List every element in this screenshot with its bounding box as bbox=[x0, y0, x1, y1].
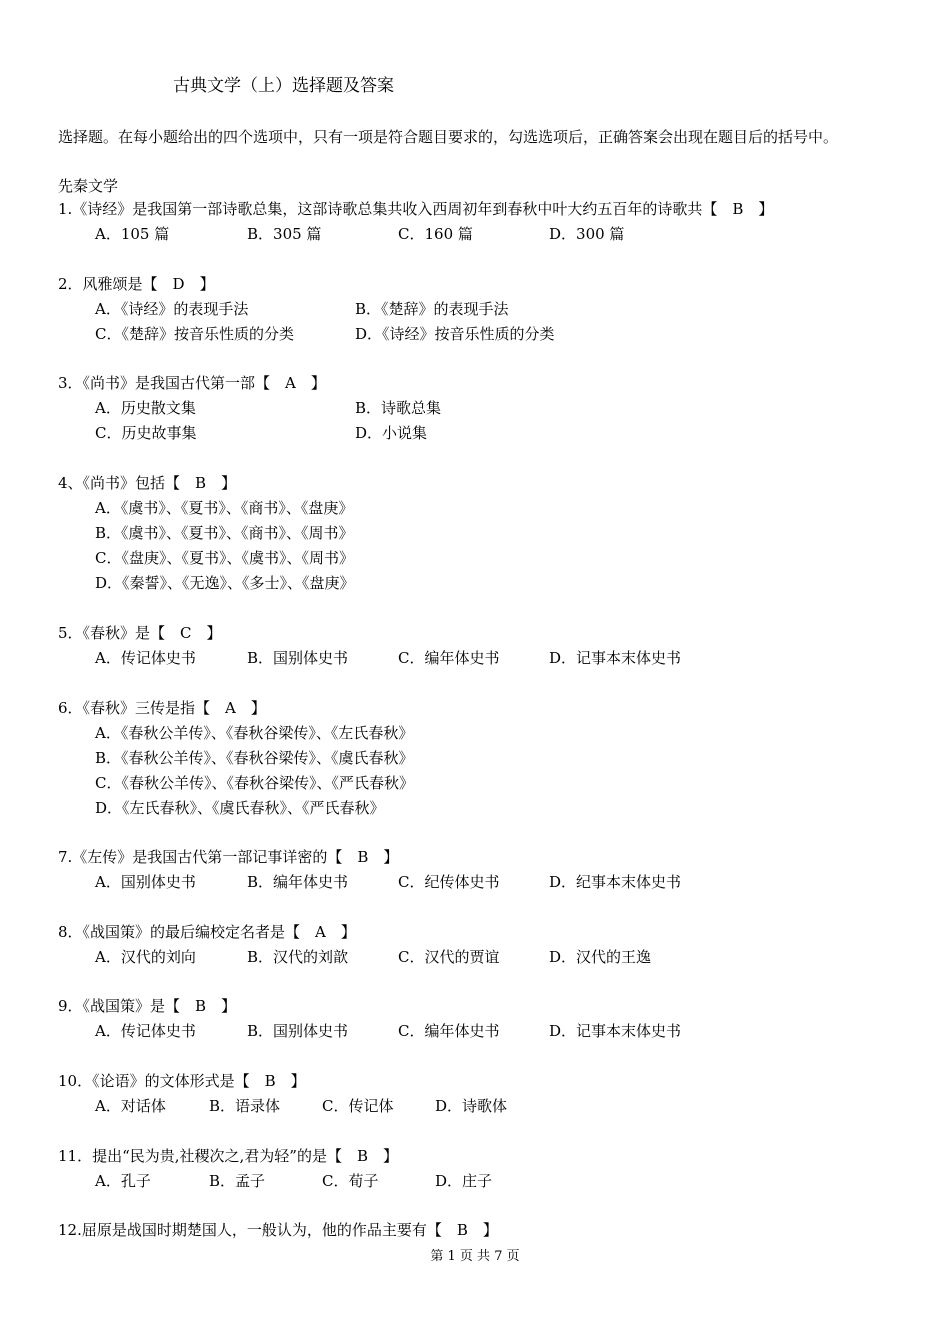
option-row bbox=[58, 796, 908, 821]
answer-option[interactable]: B．《楚辞》的表现手法 bbox=[355, 300, 509, 318]
question-item bbox=[58, 920, 908, 970]
question-item bbox=[58, 371, 908, 446]
answer-option[interactable]: D．《诗经》按音乐性质的分类 bbox=[355, 325, 555, 343]
answer-option[interactable]: C．荀子 bbox=[322, 1172, 379, 1190]
answer-option[interactable]: B．国别体史书 bbox=[247, 649, 349, 667]
question-item bbox=[58, 272, 908, 347]
question-stem: 8．《战国策》的最后编校定名者是【 A 】 bbox=[58, 923, 356, 941]
option-row bbox=[58, 1094, 908, 1119]
answer-option[interactable]: B．诗歌总集 bbox=[355, 399, 442, 417]
option-row bbox=[58, 1169, 908, 1194]
question-item bbox=[58, 1069, 908, 1119]
option-row bbox=[58, 297, 908, 322]
answer-option[interactable]: C．编年体史书 bbox=[398, 1022, 500, 1040]
answer-option[interactable]: A．历史散文集 bbox=[95, 399, 196, 417]
answer-option[interactable]: D．300 篇 bbox=[549, 225, 625, 243]
answer-option[interactable]: C．传记体 bbox=[322, 1097, 394, 1115]
answer-option[interactable]: D．小说集 bbox=[355, 424, 428, 442]
option-row bbox=[58, 222, 908, 247]
answer-option[interactable]: B．孟子 bbox=[209, 1172, 266, 1190]
answer-option[interactable]: C．160 篇 bbox=[398, 225, 473, 243]
question-item bbox=[58, 621, 908, 671]
question-stem: 3．《尚书》是我国古代第一部【 A 】 bbox=[58, 374, 326, 392]
answer-option[interactable]: C．历史故事集 bbox=[95, 424, 197, 442]
answer-option[interactable]: C．《春秋公羊传》、《春秋谷梁传》、《严氏春秋》 bbox=[95, 774, 414, 792]
question-stem: 4、《尚书》包括【 B 】 bbox=[58, 474, 237, 492]
question-item bbox=[58, 1218, 908, 1243]
instructions-paragraph: 选择题。在每小题给出的四个选项中，只有一项是符合题目要求的，勾选选项后，正确答案会出现在题目后的括号中。 bbox=[58, 128, 839, 146]
document-title: 古典文学（上）选择题及答案 bbox=[173, 76, 394, 96]
answer-option[interactable]: B．汉代的刘歆 bbox=[247, 948, 349, 966]
question-stem: 7.《左传》是我国古代第一部记事详密的【 B 】 bbox=[58, 848, 399, 866]
answer-option[interactable]: C．编年体史书 bbox=[398, 649, 500, 667]
page-footer: 第 1 页 共 7 页 bbox=[430, 1249, 520, 1264]
option-row bbox=[58, 721, 908, 746]
option-row bbox=[58, 646, 908, 671]
question-stem: 12.屈原是战国时期楚国人，一般认为，他的作品主要有【 B 】 bbox=[58, 1221, 498, 1239]
option-row bbox=[58, 771, 908, 796]
option-row bbox=[58, 870, 908, 895]
answer-option[interactable]: B．编年体史书 bbox=[247, 873, 349, 891]
answer-option[interactable]: D．记事本末体史书 bbox=[549, 1022, 682, 1040]
question-item bbox=[58, 471, 908, 596]
answer-option[interactable]: B．《虞书》、《夏书》、《商书》、《周书》 bbox=[95, 524, 354, 542]
answer-option[interactable]: A．孔子 bbox=[95, 1172, 151, 1190]
answer-option[interactable]: B．语录体 bbox=[209, 1097, 281, 1115]
question-item bbox=[58, 845, 908, 895]
question-stem: 11．提出“民为贵,社稷次之,君为轻”的是【 B 】 bbox=[58, 1147, 398, 1165]
option-row bbox=[58, 396, 908, 421]
question-stem: 10．《论语》的文体形式是【 B 】 bbox=[58, 1072, 306, 1090]
option-row bbox=[58, 1019, 908, 1044]
answer-option[interactable]: D．《左氏春秋》、《虞氏春秋》、《严氏春秋》 bbox=[95, 799, 385, 817]
answer-option[interactable]: A．国别体史书 bbox=[95, 873, 196, 891]
question-stem: 9．《战国策》是【 B 】 bbox=[58, 997, 237, 1015]
question-stem: 2．风雅颂是【 D 】 bbox=[58, 275, 215, 293]
answer-option[interactable]: B．《春秋公羊传》、《春秋谷梁传》、《虞氏春秋》 bbox=[95, 749, 414, 767]
answer-option[interactable]: C．纪传体史书 bbox=[398, 873, 500, 891]
answer-option[interactable]: D．记事本末体史书 bbox=[549, 649, 682, 667]
option-row bbox=[58, 521, 908, 546]
option-row bbox=[58, 546, 908, 571]
section-heading: 先秦文学 bbox=[58, 177, 119, 195]
answer-option[interactable]: D．诗歌体 bbox=[435, 1097, 508, 1115]
answer-option[interactable]: D．汉代的王逸 bbox=[549, 948, 652, 966]
option-row bbox=[58, 945, 908, 970]
answer-option[interactable]: C．《盘庚》、《夏书》、《虞书》、《周书》 bbox=[95, 549, 354, 567]
option-row bbox=[58, 322, 908, 347]
option-row bbox=[58, 571, 908, 596]
answer-option[interactable]: C．汉代的贾谊 bbox=[398, 948, 500, 966]
answer-option[interactable]: A．《诗经》的表现手法 bbox=[95, 300, 249, 318]
answer-option[interactable]: B．国别体史书 bbox=[247, 1022, 349, 1040]
answer-option[interactable]: A．传记体史书 bbox=[95, 1022, 196, 1040]
question-item bbox=[58, 994, 908, 1044]
answer-option[interactable]: C．《楚辞》按音乐性质的分类 bbox=[95, 325, 294, 343]
option-row bbox=[58, 421, 908, 446]
answer-option[interactable]: A．汉代的刘向 bbox=[95, 948, 196, 966]
answer-option[interactable]: A．105 篇 bbox=[95, 225, 170, 243]
option-row bbox=[58, 496, 908, 521]
question-stem: 5．《春秋》是【 C 】 bbox=[58, 624, 222, 642]
answer-option[interactable]: A．对话体 bbox=[95, 1097, 166, 1115]
answer-option[interactable]: D．《秦誓》、《无逸》、《多士》、《盘庚》 bbox=[95, 574, 355, 592]
answer-option[interactable]: D．纪事本末体史书 bbox=[549, 873, 682, 891]
answer-option[interactable]: B．305 篇 bbox=[247, 225, 322, 243]
answer-option[interactable]: A．《春秋公羊传》、《春秋谷梁传》、《左氏春秋》 bbox=[95, 724, 414, 742]
answer-option[interactable]: D．庄子 bbox=[435, 1172, 493, 1190]
answer-option[interactable]: A．《虞书》、《夏书》、《商书》、《盘庚》 bbox=[95, 499, 354, 517]
question-item bbox=[58, 1144, 908, 1194]
question-stem: 6．《春秋》三传是指【 A 】 bbox=[58, 699, 266, 717]
question-stem: 1.《诗经》是我国第一部诗歌总集，这部诗歌总集共收入西周初年到春秋中叶大约五百年的诗歌共【 B 】 bbox=[58, 200, 774, 218]
answer-option[interactable]: A．传记体史书 bbox=[95, 649, 196, 667]
option-row bbox=[58, 746, 908, 771]
question-item bbox=[58, 696, 908, 821]
question-item bbox=[58, 197, 908, 247]
